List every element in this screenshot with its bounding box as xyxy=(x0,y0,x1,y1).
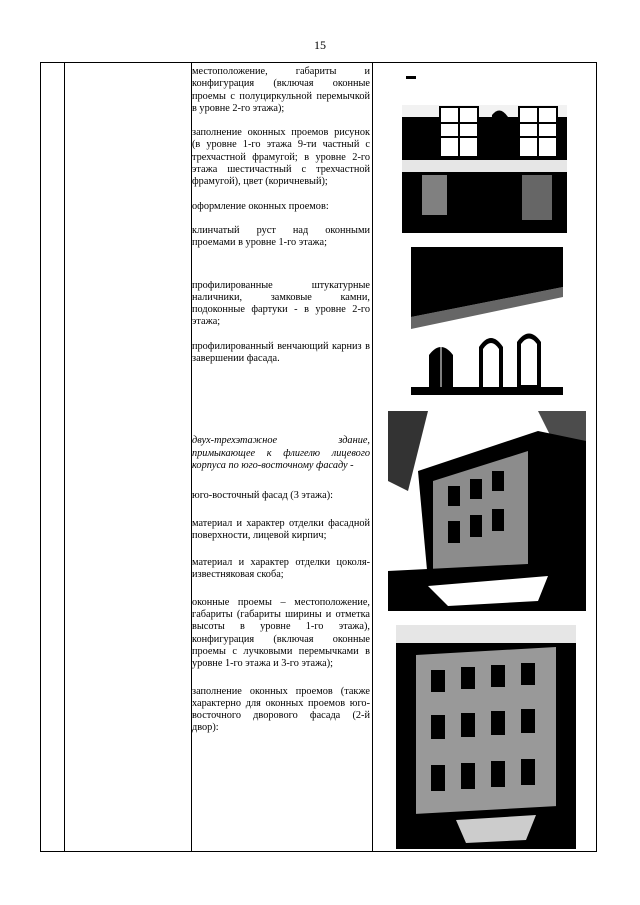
paragraph-rustication: клинчатый руст над оконными проемами в уровне 1-го этажа; xyxy=(192,224,370,249)
paragraph-plinth-material: материал и характер отделки цоколя- известняковая скоба; xyxy=(192,557,370,581)
column-divider xyxy=(64,63,65,851)
paragraph-window-decoration: оформление оконных проемов: xyxy=(192,200,329,212)
photo-courtyard-building xyxy=(388,411,586,611)
photo-windows-facade xyxy=(402,75,567,233)
column-divider xyxy=(372,63,373,851)
paragraph-window-filling: заполнение оконных проемов рисунок (в уровне 1-го этажа 9-ти частный с трехчастной фрамугой; в уровне 2-го этажа шестичастный с трехчастной фрамугой), цвет (коричневый); xyxy=(192,127,370,188)
paragraph-building-heading: двух-трехэтажное здание, примыкающее к флигелю лицевого корпуса по юго-восточному фасаду - xyxy=(192,435,370,471)
paragraph-location: местоположение, габариты и конфигурация (включая оконные проемы с полуциркульной перемычкой в уровне 2-го этажа); xyxy=(192,66,370,114)
photo-courtyard-facade xyxy=(396,625,576,849)
paragraph-window-openings: оконные проемы – местоположение, габариты (габариты ширины и отметка высоты в уровне 1-го этажа), конфигурация (включая оконные проемы с лучковыми перемычками в уровне 1-го этажа и 3-го этажа); xyxy=(192,596,370,670)
paragraph-window-filling-courtyard: заполнение оконных проемов (также характерно для оконных проемов юго-восточного дворового фасада (2-й двор): xyxy=(192,685,370,734)
paragraph-southeast-facade: юго-восточный фасад (3 этажа): xyxy=(192,490,334,502)
page-number: 15 xyxy=(314,38,326,52)
description-text-column xyxy=(192,66,370,747)
paragraph-platbands: профилированные штукатурные наличники, замковые камни, подоконные фартуки - в уровне 2-го этажа; xyxy=(192,279,370,328)
paragraph-cornice: профилированный венчающий карниз в завершении фасада. xyxy=(192,340,370,365)
paragraph-surface-material: материал и характер отделки фасадной поверхности, лицевой кирпич; xyxy=(192,517,370,541)
photo-arched-windows xyxy=(411,247,563,395)
